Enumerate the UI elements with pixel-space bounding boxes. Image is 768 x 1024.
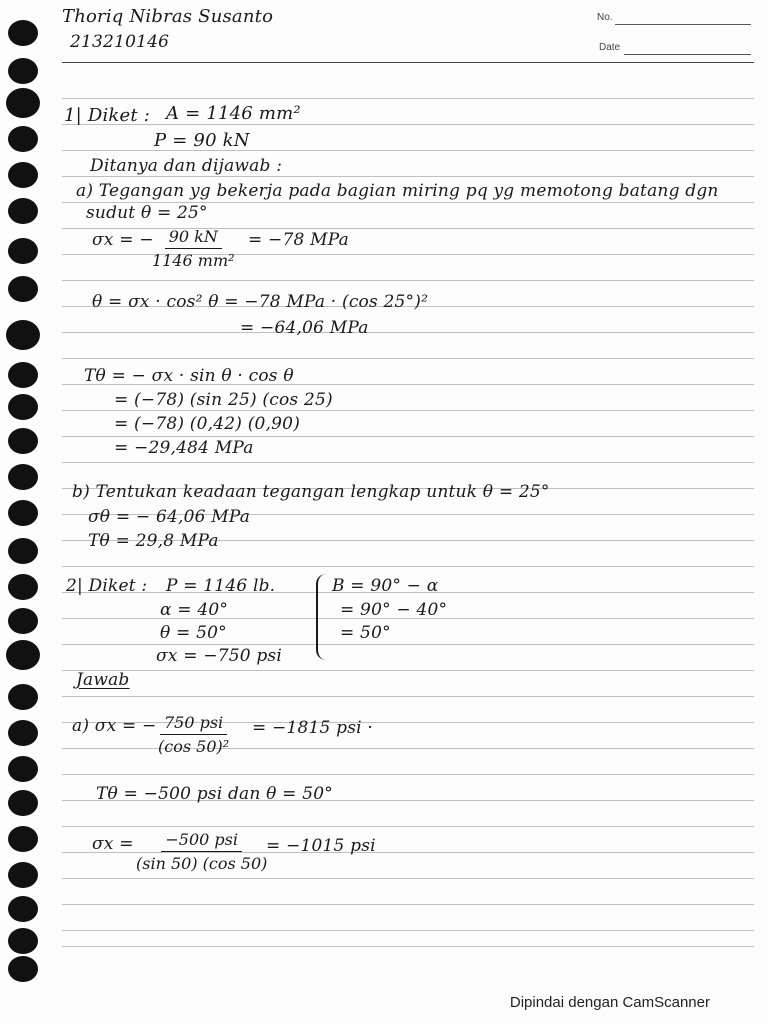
p1-tau-line1: Tθ = − σx · sin θ · cos θ [84, 366, 294, 386]
student-name: Thoriq Nibras Susanto [62, 6, 274, 27]
binder-hole [8, 394, 38, 420]
binder-hole [8, 574, 38, 600]
p2-beta-line3: = 50° [340, 623, 391, 643]
p1-theta-line1: θ = σx · cos² θ = −78 MPa · (cos 25°)² [92, 292, 429, 312]
binder-hole [8, 126, 38, 152]
binder-hole [6, 640, 40, 670]
ruled-line [62, 462, 754, 463]
ruled-line [62, 332, 754, 333]
ruled-line [62, 904, 754, 905]
p1-sx-result: = −78 MPa [248, 230, 349, 250]
p2-answer-label: Jawab [76, 670, 130, 690]
binder-hole [8, 428, 38, 454]
ruled-line [62, 696, 754, 697]
p2-brace [316, 574, 332, 660]
p2-sx2-num: −500 psi [161, 830, 242, 852]
p2-beta-line1: B = 90° − α [332, 576, 439, 596]
ruled-line [62, 566, 754, 567]
binder-hole [8, 862, 38, 888]
binder-hole [6, 320, 40, 350]
ruled-line [62, 670, 754, 671]
p1-sx-fraction [152, 227, 235, 270]
ruled-line [62, 436, 754, 437]
p2-a-result: = −1815 psi · [252, 718, 374, 738]
p2-given-P: P = 1146 lb. [166, 576, 276, 596]
binder-hole [8, 896, 38, 922]
p1-sx-den: 1146 mm² [152, 251, 235, 270]
p2-given-label: 2| Diket : [66, 576, 148, 596]
p1-given-A: A = 1146 mm² [166, 103, 301, 124]
p1-part-b-tau: Tθ = 29,8 MPa [88, 531, 219, 551]
p2-given-sx: σx = −750 psi [156, 646, 282, 666]
binder-hole [8, 608, 38, 634]
no-line [615, 24, 751, 25]
header-rule [62, 62, 754, 63]
p1-part-b: b) Tentukan keadaan tegangan lengkap untuk θ = 25° [72, 482, 550, 502]
p1-part-b-sigma: σθ = − 64,06 MPa [88, 507, 251, 527]
p2-sx2-den: (sin 50) (cos 50) [136, 854, 268, 873]
binder-hole [8, 276, 38, 302]
p2-a-lhs: a) σx = − [72, 716, 157, 736]
p1-sx-num: 90 kN [165, 227, 222, 249]
p1-asked: Ditanya dan dijawab : [90, 156, 283, 176]
binder-hole [8, 20, 38, 46]
p2-beta-line2: = 90° − 40° [340, 600, 448, 620]
p1-tau-line4: = −29,484 MPa [114, 438, 254, 458]
binder-hole [6, 88, 40, 118]
binder-hole [8, 928, 38, 954]
ruled-line [62, 280, 754, 281]
p2-a-den: (cos 50)² [158, 737, 230, 756]
p1-tau-line3: = (−78) (0,42) (0,90) [114, 414, 301, 434]
p2-sx2-lhs: σx = [92, 834, 134, 854]
no-label: No. [597, 12, 613, 23]
p1-part-a-line1: a) Tegangan yg bekerja pada bagian miring pq yg memotong batang dgn [76, 181, 719, 201]
ruled-line [62, 358, 754, 359]
p1-part-a-line2: sudut θ = 25° [86, 203, 208, 223]
ruled-line [62, 826, 754, 827]
ruled-line [62, 774, 754, 775]
date-line [624, 54, 751, 55]
ruled-line [62, 410, 754, 411]
binder-hole [8, 162, 38, 188]
ruled-line [62, 930, 754, 931]
ruled-line [62, 124, 754, 125]
binder-holes [8, 0, 48, 1000]
ruled-line [62, 176, 754, 177]
p1-tau-line2: = (−78) (sin 25) (cos 25) [114, 390, 333, 410]
p1-theta-line2: = −64,06 MPa [240, 318, 369, 338]
binder-hole [8, 198, 38, 224]
binder-hole [8, 720, 38, 746]
p2-sx2-result: = −1015 psi [266, 836, 376, 856]
binder-hole [8, 538, 38, 564]
p2-a-num: 750 psi [160, 713, 227, 735]
student-id: 213210146 [70, 32, 170, 52]
p1-sx-lhs: σx = − [92, 230, 154, 250]
binder-hole [8, 956, 38, 982]
camscanner-footer: Dipindai dengan CamScanner [509, 994, 710, 1011]
p2-given-alpha: α = 40° [160, 600, 229, 620]
binder-hole [8, 238, 38, 264]
binder-hole [8, 58, 38, 84]
p1-given-P: P = 90 kN [154, 130, 250, 151]
ruled-line [62, 946, 754, 947]
ruled-line [62, 98, 754, 99]
ruled-line [62, 878, 754, 879]
binder-hole [8, 684, 38, 710]
ruled-line [62, 644, 754, 645]
p2-sx2-fraction [136, 830, 267, 873]
binder-hole [8, 756, 38, 782]
binder-hole [8, 362, 38, 388]
binder-hole [8, 500, 38, 526]
p2-tau-line: Tθ = −500 psi dan θ = 50° [96, 784, 333, 804]
date-label: Date [599, 42, 621, 53]
p2-a-fraction [158, 713, 229, 756]
p1-given-label: 1| Diket : [64, 105, 151, 126]
binder-hole [8, 826, 38, 852]
binder-hole [8, 790, 38, 816]
p2-given-theta: θ = 50° [160, 623, 227, 643]
binder-hole [8, 464, 38, 490]
